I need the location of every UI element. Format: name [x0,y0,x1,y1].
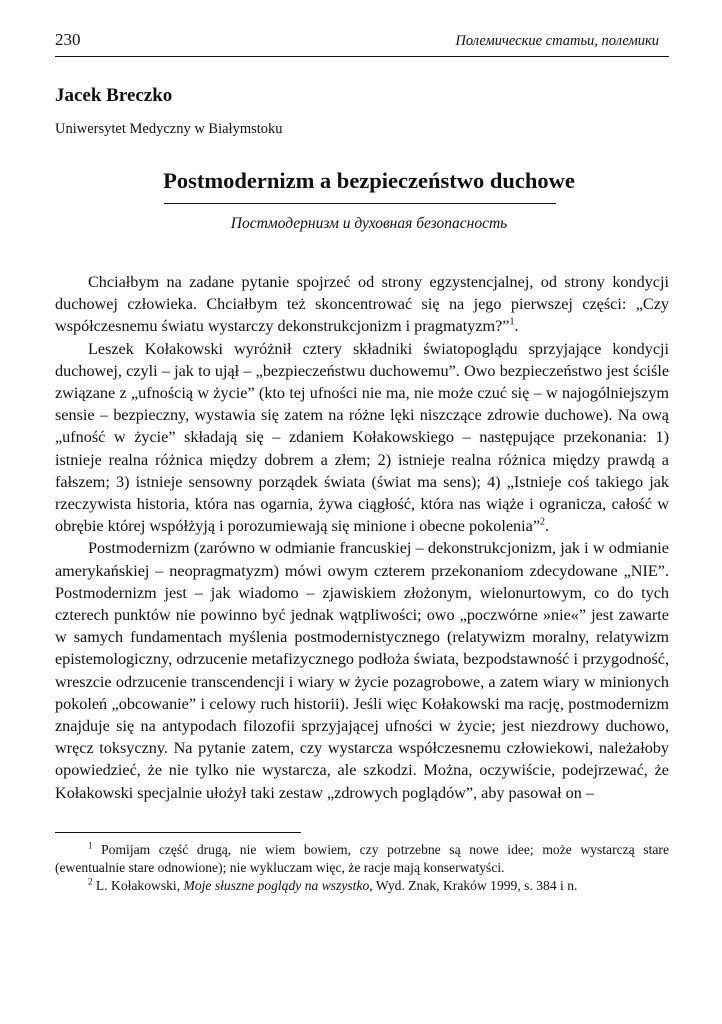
footnote-ref[interactable]: 2 [540,516,546,528]
footnote [55,841,669,877]
article-body [55,271,669,804]
footnote [55,877,669,895]
author-name: Jacek Breczko [55,85,173,106]
body-paragraph [55,271,669,338]
article-subtitle: Постмодернизм и духовная безопасность [230,215,508,232]
footnote-book-title: Moje słuszne poglądy na wszystko [183,877,370,893]
page-header [55,30,669,57]
article-title: Postmodernizm a bezpieczeństwo duchowe [163,168,575,193]
footnote-text-tail: , Wyd. Znak, Kraków 1999, s. 384 i n. [369,877,578,893]
footnotes [55,841,669,895]
body-paragraph [55,537,669,803]
footnote-text: Pomijam część drugą, nie wiem bowiem, czy potrzebne są nowe idee; może wystarczą stare (ewentualnie stare odnowione); nie wykluczam więc, że racje mają konserwatyści. [55,841,669,875]
author-affiliation: Uniwersytet Medyczny w Białymstoku [55,121,283,137]
article-page [55,30,669,895]
title-rule [164,203,556,204]
paragraph-text: Postmodernizm (zarówno w odmianie francuskiej – dekonstrukcjonizm, jak i w odmianie amerykańskiej – neopragmatyzm) mówi owym czterem przekonaniom zdecydowane „NIE”. Postmodernizm jest – jak wiadomo – zjawiskiem złożonym, wielonurtowym, co do tych czterech punktów nie powinno być jednak wątpliwości; owo „poczwórne »nie«” jest zawarte w samych fundamentach myślenia postmodernistycznego (relatywizm moralny, relatywizm epistemologiczny, odrzucenie metafizycznego podłoża świata, bezpodstawność i przygodność, wreszcie odrzucenie transcendencji i wiary w życie pozagrobowe, a zatem wiary w minionych pokoleń „obcowanie” i celowy ruch historii). Jeśli więc Kołakowski ma rację, postmodernizm znajduje się na antypodach filozofii sprzyjającej ufności w życie; jest niezdrowy duchowo, wręcz toksyczny. Na pytanie zatem, czy wystarcza współczesnemu człowiekowi, należałoby opowiedzieć, że nie tylko nie wystarcza, ale szkodzi. Można, oczywiście, podejrzewać, że Kołakowski specjalnie ułożył taki zestaw „zdrowych poglądów”, aby pasował on – [55,539,669,802]
footnote-number: 2 [88,876,93,887]
running-head: Полемические статьи, полемики [455,33,659,49]
body-paragraph [55,338,669,538]
footnote-ref[interactable]: 1 [509,317,515,329]
paragraph-text: Chciałbym na zadane pytanie spojrzeć od strony egzystencjalnej, od strony kondycji duchowej człowieka. Chciałbym też skoncentrować się na jego pierwszej części: „Czy współczesnemu światu wystarczy dekonstrukcjonizm i pragmatyzm?” [55,273,669,336]
page-number: 230 [55,30,81,49]
paragraph-punct: . [545,517,550,536]
footnote-text: L. Kołakowski, [95,877,184,893]
footnote-number: 1 [88,840,93,851]
paragraph-text: Leszek Kołakowski wyróżnił cztery składniki światopoglądu sprzyjające kondycji duchowej, czyli – jak to ujął – „bezpieczeństwu duchowemu”. Owo bezpieczeństwo jest ściśle związane z „ufnością w życie” (kto tej ufności nie ma, nie może czuć się – w najogólniejszym sensie – bezpieczny, wystawia się zatem na różne lęki niszczące zdrowie duchowe). Na ową „ufność w życie” składają się – zdaniem Kołakowskiego – następujące przekonania: 1) istnieje realna różnica między dobrem a złem; 2) istnieje realna różnica między prawdą a fałszem; 3) istnieje sensowny porządek świata (świat ma sens); 4) „Istnieje coś takiego jak rzeczywista historia, która nas ogarnia, żywa ciągłość, która nas wiąże i ogranicza, całość w obrębie której współżyją i porozumiewają się minione i obecne pokolenia” [55,339,669,536]
paragraph-punct: . [514,317,519,336]
footnote-rule [55,832,301,833]
